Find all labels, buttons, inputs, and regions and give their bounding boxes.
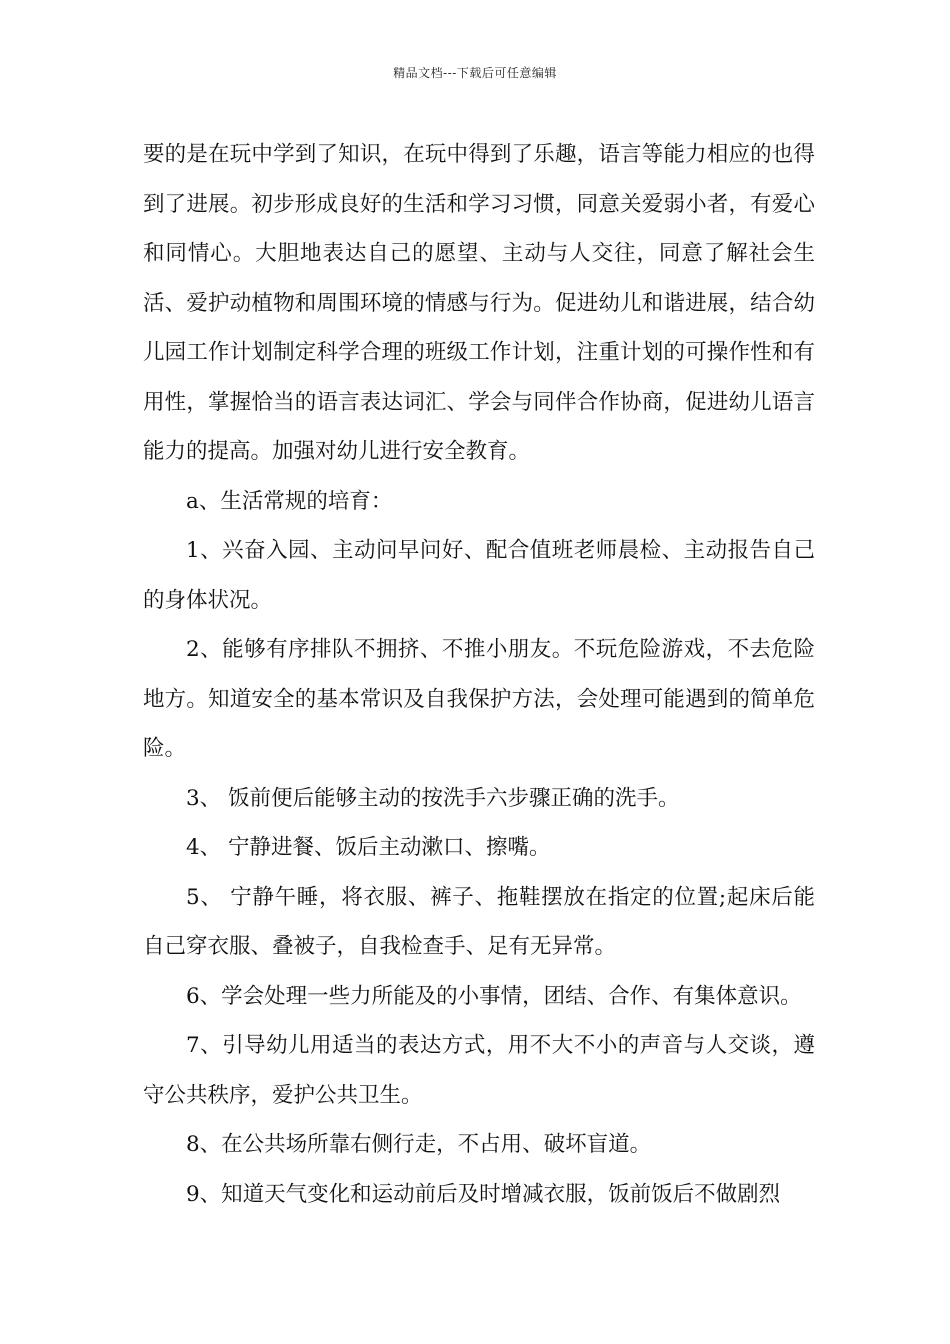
body-paragraph: 5、 宁静午睡，将衣服、裤子、拖鞋摆放在指定的位置;起床后能自己穿衣服、叠被子，自我检查手、足有无异常。 [143, 884, 815, 959]
body-paragraph: 8、在公共场所靠右侧行走，不占用、破坏盲道。 [186, 1132, 652, 1157]
body-paragraph: 7、引导幼儿用适当的表达方式，用不大不小的声音与人交谈，遵守公共秩序，爱护公共卫生。 [143, 1033, 815, 1108]
body-paragraph: a、生活常规的培育： [186, 488, 393, 514]
body-paragraph: 9、知道天气变化和运动前后及时增减衣服，饭前饭后不做剧烈 [186, 1181, 781, 1207]
document-body [143, 130, 815, 1219]
body-paragraph: 要的是在玩中学到了知识，在玩中得到了乐趣，语言等能力相应的也得到了进展。初步形成良好的生活和学习习惯，同意关爱弱小者，有爱心和同情心。大胆地表达自己的愿望、主动与人交往，同意了解社会生活、爱护动植物和周围环境的情感与行为。促进幼儿和谐进展，结合幼儿园工作计划制定科学合理的班级工作计划，注重计划的可操作性和有用性，掌握恰当的语言表达词汇、学会与同伴合作协商，促进幼儿语言能力的提高。加强对幼儿进行安全教育。 [143, 142, 815, 464]
page-header: 精品文档---下载后可任意编辑 [393, 66, 557, 80]
body-paragraph: 2、能够有序排队不拥挤、不推小朋友。不玩危险游戏，不去危险地方。知道安全的基本常识及自我保护方法，会处理可能遇到的简单危险。 [143, 637, 815, 761]
body-paragraph: 4、 宁静进餐、饭后主动漱口、擦嘴。 [186, 835, 551, 860]
body-paragraph: 3、 饭前便后能够主动的按洗手六步骤正确的洗手。 [186, 785, 680, 811]
body-paragraph: 6、学会处理一些力所能及的小事情，团结、合作、有集体意识。 [186, 983, 802, 1009]
body-paragraph: 1、兴奋入园、主动问早问好、配合值班老师晨检、主动报告自己的身体状况。 [143, 538, 815, 613]
